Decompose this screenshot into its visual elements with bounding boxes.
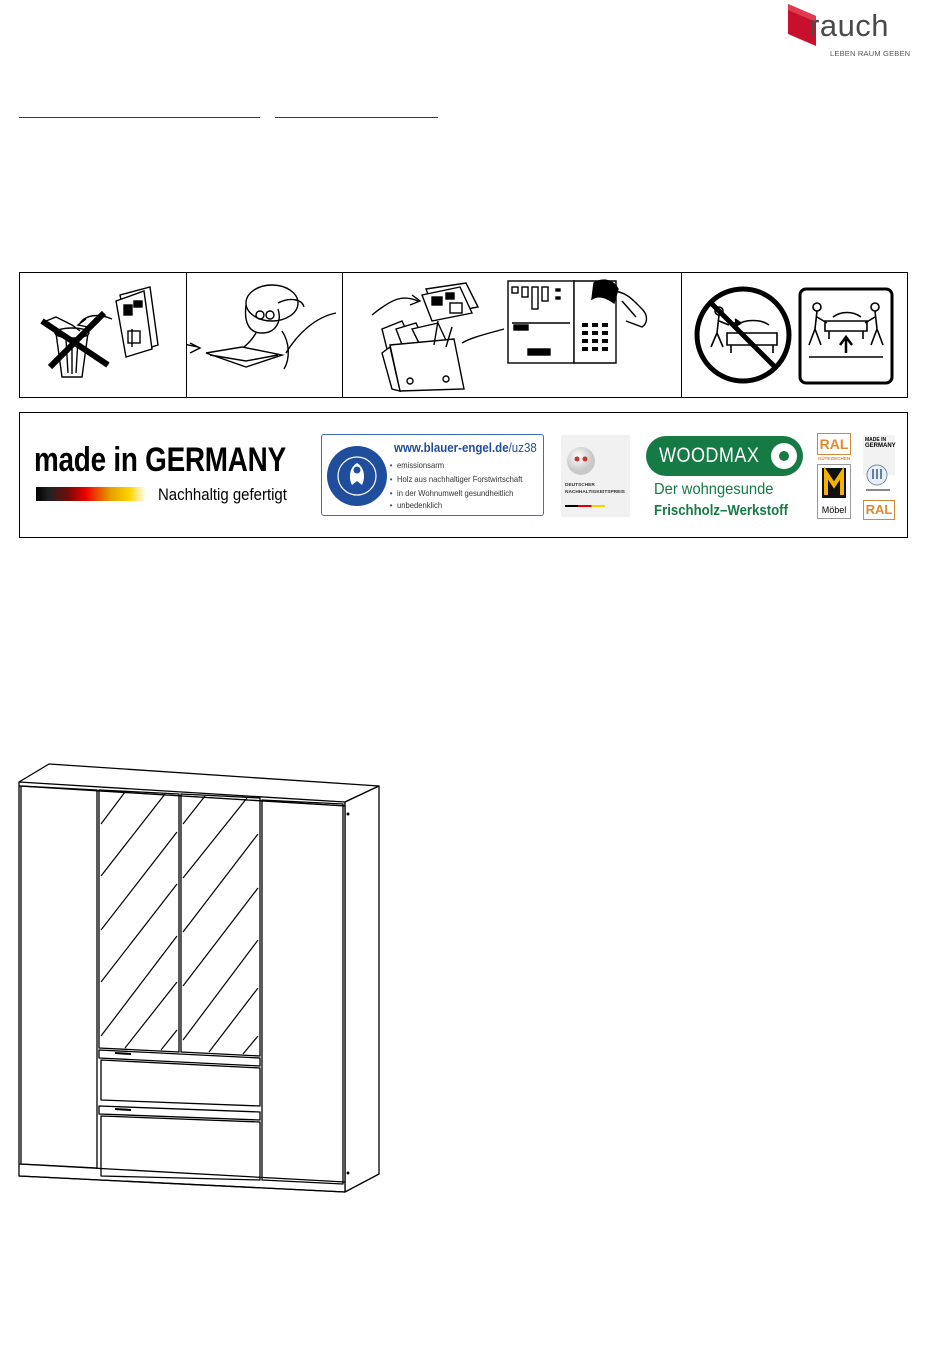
person-reading-icon	[186, 273, 342, 397]
woodmax-logo	[646, 436, 803, 476]
pictogram-read-manual	[186, 273, 343, 397]
certificate-banner	[19, 412, 908, 538]
folder-documents-icon	[342, 273, 681, 397]
woodmax-slogan-2: Frischholz–Werkstoff	[654, 502, 788, 519]
mgm-line-1: MADE IN	[865, 437, 887, 443]
moebel-seal	[817, 464, 851, 519]
blauer-engel-seal-icon	[324, 437, 390, 515]
woodmax-slogan-1: Der wohngesunde	[654, 481, 774, 498]
moebel-m-icon	[818, 465, 850, 505]
ral-guetezeichen: GÜTEZEICHEN	[817, 456, 851, 461]
document-link-1[interactable]	[19, 101, 260, 118]
pictogram-carry-two-persons	[681, 273, 907, 397]
german-flag-gradient	[36, 487, 146, 501]
dnp-line-1: DEUTSCHER	[565, 483, 595, 488]
dnp-line-2: NACHHALTIGKEITSPREIS	[565, 490, 625, 495]
blauer-engel-item: • in der Wohnumwelt gesundheitlich	[397, 488, 513, 498]
rauch-wordmark: rauch	[809, 8, 890, 43]
blauer-engel-item: • Holz aus nachhaltiger Forstwirtschaft	[397, 474, 522, 484]
made-in-germany-title: made in GERMANY	[34, 441, 286, 479]
rauch-tagline: LEBEN RAUM GEBEN	[830, 49, 911, 58]
trash-crossed-icon	[20, 273, 186, 397]
blauer-engel-item-continued: • unbedenklich	[397, 500, 442, 510]
moebel-label: Möbel	[821, 505, 847, 515]
pictogram-keep-manual	[20, 273, 187, 397]
blauer-engel-label	[321, 434, 544, 516]
dnp-flag-line	[565, 505, 605, 507]
blauer-engel-url[interactable]: www.blauer-engel.de/uz38	[394, 441, 537, 455]
ral-quality-seal-icon	[863, 461, 895, 497]
mgm-line-2: GERMANY	[865, 443, 896, 449]
award-sphere-icon	[561, 435, 630, 483]
ral-seal-top: RAL	[817, 433, 851, 455]
instruction-pictograms	[19, 272, 908, 398]
nachhaltigkeitspreis-badge	[561, 435, 630, 517]
no-dragging-icon	[681, 273, 907, 397]
wardrobe-drawing	[15, 760, 385, 1200]
rauch-logo	[786, 2, 910, 60]
pictogram-file-documents	[342, 273, 682, 397]
made-in-germany-subtitle: Nachhaltig gefertigt	[158, 485, 287, 504]
blauer-engel-item: • emissionsarm	[397, 460, 444, 470]
woodmax-dot-icon	[771, 443, 797, 469]
woodmax-name: WOODMAX	[659, 444, 760, 467]
lift-together-icon	[800, 289, 892, 383]
ral-seal-bottom: RAL	[863, 500, 895, 520]
document-link-2[interactable]	[275, 101, 438, 118]
